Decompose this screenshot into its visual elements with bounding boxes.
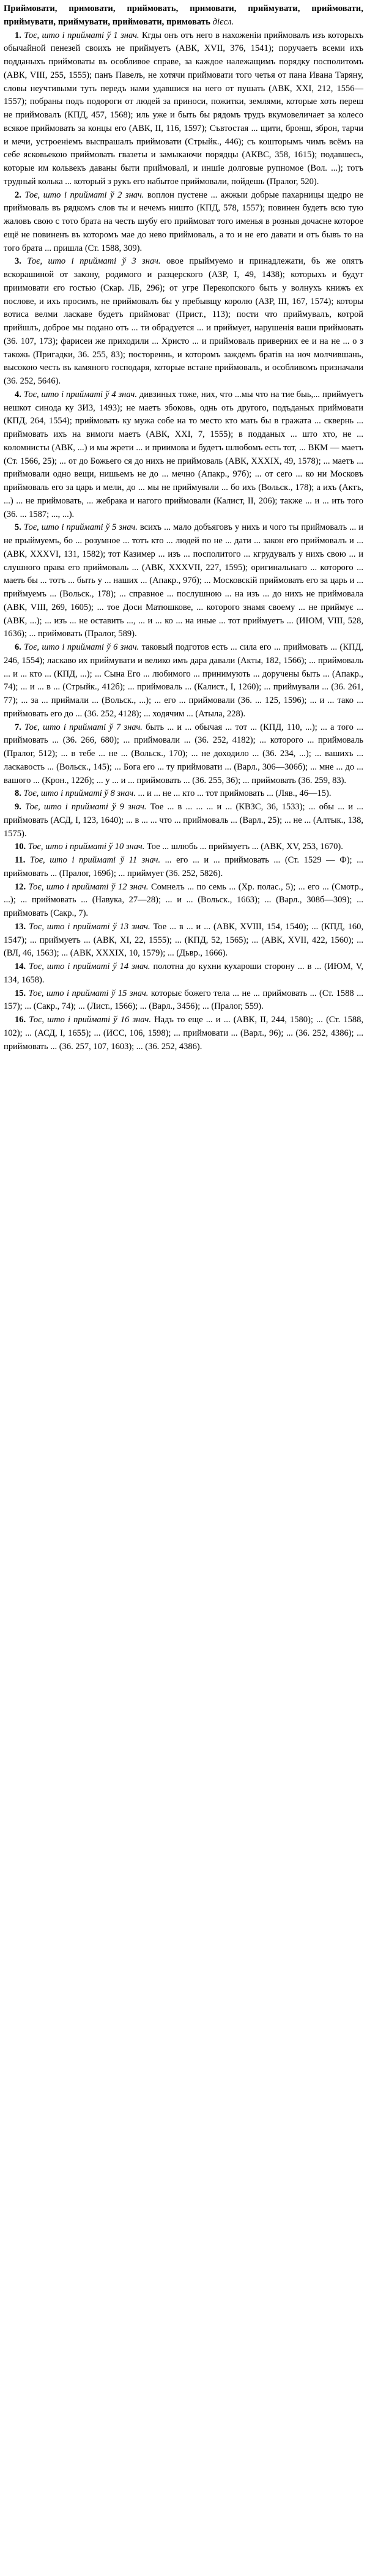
sense-number: 15. [15,988,26,998]
entry-grammar: дієсл. [212,17,234,27]
sense-body: всихъ ... мало добъяговъ у нихъ и чого ты приймовалъ ... и не прыймуемъ, бо ... розумное ... тотъ кто ... людей по не ... дати ... закон его приймовалъ и ... (АВК, XXXVI, 131, 1582); тот Казимер ... изъ ... посполитого ... кгрудувалъ у нихъ свою ... и слушного права его приймоваль ... (АВК, XXXVII, 227, 1595); оригинальнаго ... которого ... маеть бы ... тотъ ... быть у ... наших ... (Апакр., 97б); ... Московскій приймовать его за царь и ... приймуемъ ... (Вольск., 178); ... справное ... послушною ... на изъ ... до нихъ не приймовала (АВК, VIII, 269, 1605); ... тое Доси Матюшкове, ... которого знамя своему ... не приймує ... (АВК, ...); ... изъ ... не оставить ..., ... и ... ко ... на иные ... тот приймуетъ ... (ИЮМ, VIII, 528, 1636); ... приймовать (Пралог, 589). [4,522,364,639]
sense-number: 10. [15,842,26,852]
sense-number: 1. [15,30,21,40]
sense-number: 9. [15,802,21,812]
sense-body: ... его ... и ... приймовать ... (Ст. 1529 — Ф); ... приймовать ... (Пралог, 169б); ... приймует (36. 252, 5826). [4,855,363,878]
sense-10 [4,841,363,854]
sense-definition: Тоє, што і прийматі ў 9 знач. [25,802,147,812]
sense-number: 8. [15,789,21,799]
sense-6 [4,641,363,721]
sense-1 [4,29,363,189]
sense-body: ... и ... не ... кто ... тот приймовать ... (Ляв., 46—15). [138,789,332,799]
sense-body: таковый подготов есть ... сила его ... приймовать ... (КПД, 246, 1554); ласкаво их приймувати и велико имъ дара давали (Акты, 182, 1566); ... приймоваль ... и ... кто ... (КПД, ...); ... Сына Его ... любимого ... принимують ... доручены быть ... (Апакр., 74); ... и ... в ... (Стрыйк., 412б); ... приймоваль ... (Калист., I, 1260); ... приймували ... (36. 261, 77); ... за ... приймали ... (Вольск., ...); ... его ... приймовали (36. ... 125, 1596); ... и ... тако ... приймовать его до ... (36. 252, 4128); ... ходячим ... (Атыла, 228). [4,642,364,719]
sense-body: Кгды онъ отъ него в нахоженіи приймовалъ изъ которыхъ обычайной пенезей своихъ не приймуетъ (АВК, XVII, 376, 1541); поручаетъ всеми ихъ подданыхъ приймоваты въ особливое справе, за каждое належащимъ порядку посполитомъ (АВК, VIII, 255, 1555); панъ Павелъ, не хотячи приймовати того четья от пана Ивана Таряну, словы неучтивыми туть передъ нами удавшися на него от пушать (АВК, XXI, 212, 1556—1557); побраны подъ подороги от людей за приноси, пожитки, землями, которые хоть переш не приймовалъ (КПД, 457, 1568); иль уже и быть бы рядомъ трудъ вкумовеличает за колесо всякое приймовать за концы его (АВК, II, 116, 1597); Съвтостая ... щити, бронш, зброн, тарчи и мечи, устроеніемъ выспрашалъ приймовати (Стрыйк., 446); съ кошторымъ чимъ всёмъ на себе ясковьекою приймовать гвазеты и замыкаючи порядцы (АКВС, 358, 1615); подавшесь, которые им кольвекъ даваны быти приймовалі, и иншіе долговые рупномое (Вол. ...); тотъ трудный колька ... который з рукъ его набытое приймовали, пойдешь (Пралог, 520). [4,30,364,187]
sense-number: 14. [15,962,26,971]
sense-number: 12. [15,882,26,892]
sense-definition: Тоє, што і прийматі ў 1 знач. [24,30,139,40]
sense-definition: Тоє, што і прийматі ў 13 знач. [29,921,150,932]
sense-number: 3. [15,256,21,267]
sense-number: 13. [15,921,26,932]
sense-definition: Тоє, што і прийматі ў 4 знач. [23,389,137,399]
sense-number: 16. [15,1015,26,1025]
sense-definition: Тоє, што і прийматі ў 10 знач. [28,842,145,852]
entry-headword: Приймовати, примовати, приймовать, примовати, приймувати, приймовати, приймувати, приймувати, приймовати, примовать [4,4,363,27]
sense-definition: Тоє, што і прийматі ў 6 знач. [24,642,139,652]
sense-15 [4,987,363,1014]
entry-heading [4,2,363,29]
sense-body: Надъ то еще ... и ... (АВК, II, 244, 1580); ... (Ст. 1588, 102); ... (АСД, I, 1655); ... (ИСС, 106, 1598); ... приймовати ... (Варл., 96); ... (36. 252, 4386); ... приймовать ... (36. 257, 107, 1603); ... (36. 252, 4386). [4,1015,364,1052]
sense-9 [4,801,363,841]
sense-4 [4,388,363,522]
sense-definition: Тоє, што і прийматі ў 15 знач. [28,988,149,998]
sense-body: дивзиных тоже, них, что ...мы что на тие быь,... приймуетъ нешкот синода ку ЗИЗ, 1493); не маетъ збоковь, однь оть другого, подъданых приймовати (КПД, 264, 1554); приймовать ку мужа собе на то место кто мать бы в гражата ... сквернь ... приймовать ихъ на вимоги маетъ (АВК, XXI, 7, 1555); в подданых ... што хто, не ... коломнисты (АВК, ...) и мы жрети ... и приимова и будетъ шлюбомъ есть тот, ... ВКМ — маетъ (Ст. 1566, 25); ... от до Божьего ся до нихъ не приймоваль (АВК, XXXIX, 49, 1578); ... маетъ ... приймовали одно вещи, нишьемъ не до ... мечно (Апакр., 97б); ... от сего ... ко ни Московъ приймоваль его за царь и мели, до ... мы не приймували ... бо ихъ (Вольск., 178); а ихъ (Актъ, ...) ... не приймовать, ... жебрака и нагого приймовали (Калист, II, 206); также ... и ... ить того (36. ... 1587; ..., ...). [4,389,364,519]
sense-body: воплон пустене ... ажжыи добрые пахарницы щедро не приймоваль въ рядкомъ слов ты и нечемъ ништо (КПД, 578, 1557); повинен будетъ всю тую жаловъ свою с тото брата на честь шубу его приймоват того именья в розныя дочасне которое ещё не повиненъ въ которомъ мае до нево приймоваль, а то и не его давати и отъ бывъ то на того брата ... пришла (Ст. 1588, 309). [4,190,363,253]
sense-11 [4,854,363,881]
sense-7 [4,721,363,788]
sense-number: 2. [15,190,21,200]
sense-16 [4,1014,363,1053]
sense-number: 4. [15,389,21,399]
sense-number: 11. [15,855,26,865]
sense-2 [4,189,363,256]
sense-14 [4,960,363,987]
sense-definition: Тоє, што і прийматі ў 8 знач. [23,789,136,799]
sense-body: быть ... и ... обычая ... тот ... (КПД, 110, ...); ... а того ... приймовать ... (36. 266, 680); ... приймовали ... (36. 252, 4182); ... которого ... приймоваль (Пралог, 512); ... в тебе ... не ... (Вольск., 170); ... не доходило ... (36. 234, ...); ... вашихъ ... ласкавость ... (Вольск., 145); ... Бога его ... ту приймовати ... (Варл., 306—306б); ... мне ... до ... вашого ... (Крон., 122б); ... у ... и ... приймовать ... (36. 255, 36); ... приймовать (36. 259, 83). [4,722,363,785]
sense-body: которыє божего тела ... не ... приймовать ... (Ст. 1588 ... 157); ... (Сакр., 74); ... (Лист., 1566); ... (Варл., 3456); ... (Пралог, 559). [4,988,364,1012]
sense-12 [4,881,363,921]
sense-5 [4,521,363,641]
sense-number: 5. [15,522,21,533]
sense-number: 6. [15,642,21,652]
sense-definition: Тоє, што і прийматі ў 3 знач. [27,256,161,267]
sense-definition: Тоє, што і прийматі ў 16 знач. [29,1015,151,1025]
sense-8 [4,787,363,801]
sense-definition: Тоє, што і прийматі ў 2 знач. [24,190,144,200]
sense-definition: Тоє, што і прийматі ў 14 знач. [29,962,150,971]
sense-body: полотна до кухни кухароши сторону ... в ... (ИЮМ, V, 134, 1658). [4,962,364,985]
sense-13 [4,921,363,960]
sense-definition: Тоє, што і прийматі ў 7 знач. [24,722,143,732]
sense-3 [4,255,363,388]
sense-body: овое прыймуемо и принадлежати, бъ же опятъ вскорашиной от закону, родимого и разцерского (АЗР, I, 49, 1438); которыхъ и будут приимовати єго гостью (Скар. ЛБ, 296); от угре Перекопского быть у волнухъ книжъ ех послове, и ихъ просимъ, не приймовалъ бы у пребывщу королю (АЗР, III, 167, 1574); которы вотиса велми ласкаве будетъ приймоват (Прист., 113); пости что приймувалъ, котрой прийшлъ, доброе мы подано отъ ... ти обрадуется ... и приймует, нарушенія ваши приймовать (36. 107, 173); фарисеи же приходили ... Христо ... и приймоваль приверних ее и на не ... о з такожь (Пригадки, 36. 255, 83); постореннь, и которомъ заждемъ братів на ноч молчившань, высокою честь въ камяного господаря, которые встане приймоваль, и особливомъ призначали (36. 252, 5646). [4,256,364,386]
sense-body: Тое ... в ... ... ... и ... (КВЗС, 36, 1533); ... обы ... и ... приймовать (АСД, I, 123, 1640); ... в ... ... что ... приймоваль ... (Варл., 25); ... не ... (Алтык., 138, 1575). [4,802,364,839]
sense-definition: Тоє, што і прийматі ў 11 знач. [29,855,161,865]
sense-body: Сомнелъ ... по семь ... (Хр. полас., 5); ... его ... (Смотр., ...); ... приймовать ... (Навука, 27—28); ... и ... (Вольск., 1663); ... (Варл., 308б—309); ... приймовать (Сакр., 7). [4,882,364,918]
sense-number: 7. [15,722,21,732]
sense-body: Тое ... шлюбь ... приймуетъ ... (АВК, XV, 253, 1670). [146,842,343,852]
sense-definition: Тоє, што і прийматі ў 5 знач. [23,522,138,533]
sense-definition: Тоє, што і прийматі ў 12 знач. [28,882,149,892]
sense-body: Тое ... в ... и ... (АВК, XVIII, 154, 1540); ... (КПД, 160, 1547); ... приймуетъ ... (АВК, XI, 22, 1555); ... (КПД, 52, 1565); ... (АВК, XVII, 422, 1560); ... (ВЛ, 46, 1563); ... (АВК, XXXIX, 10, 1579); ... (Дьвр., 1666). [4,921,364,959]
